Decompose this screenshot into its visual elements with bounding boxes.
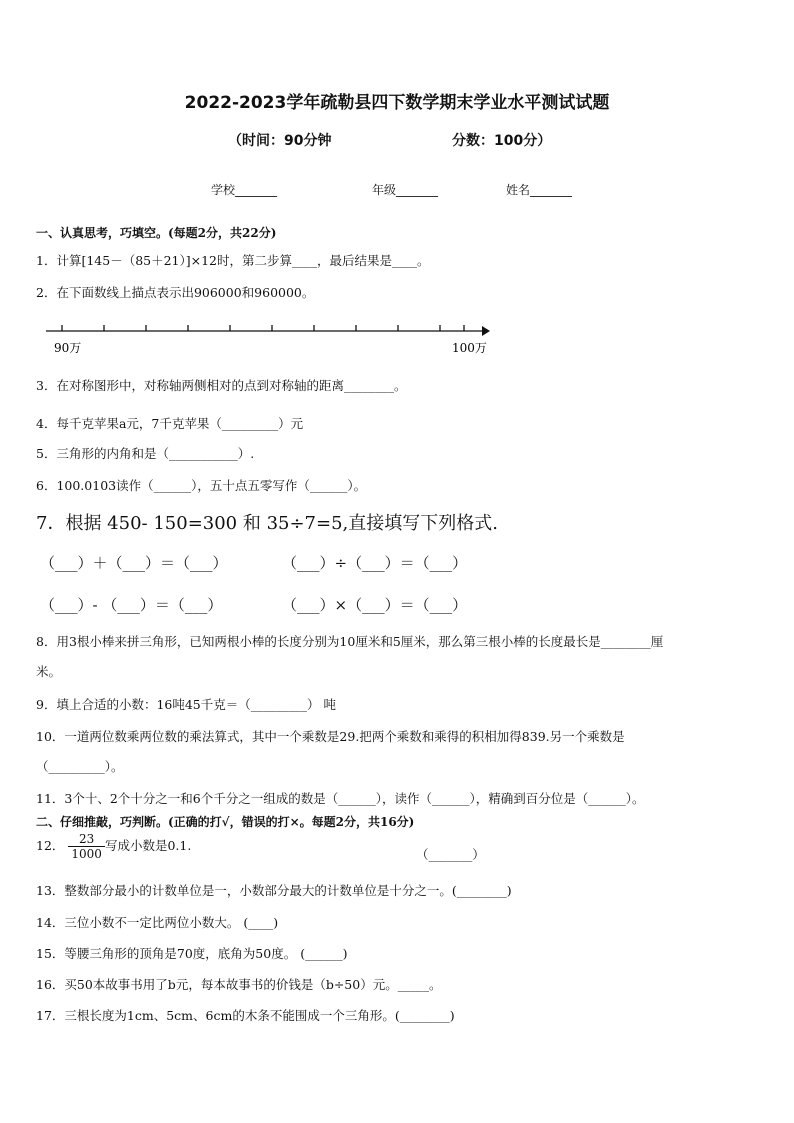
name-field: 姓名_______ xyxy=(506,183,573,197)
q12-answer-blank: （_______） xyxy=(416,847,485,862)
q12-number: 12． xyxy=(36,838,65,853)
question-15: 15．等腰三角形的顶角是70度，底角为50度。 (______) xyxy=(36,946,348,961)
numberline-end-label: 100万 xyxy=(452,341,487,355)
question-6: 6．100.0103读作（______），五十点五零写作（______）。 xyxy=(36,478,367,493)
grade-field: 年级_______ xyxy=(372,183,439,197)
question-8: 8．用3根小棒来拼三角形，已知两根小棒的长度分别为10厘米和5厘米，那么第三根小棒的长度最长是________厘 xyxy=(36,634,664,649)
school-field: 学校_______ xyxy=(211,183,278,197)
question-8-continued: 米。 xyxy=(36,664,62,679)
question-11: 11．3个十、2个十分之一和6个千分之一组成的数是（______），读作（______），精确到百分位是（______）。 xyxy=(36,791,645,806)
question-13: 13．整数部分最小的计数单位是一，小数部分最大的计数单位是十分之一。(________) xyxy=(36,883,512,898)
question-14: 14．三位小数不一定比两位小数大。 (____) xyxy=(36,915,279,930)
number-line xyxy=(44,318,504,358)
exam-score: 分数：100分） xyxy=(452,133,552,149)
question-2: 2．在下面数线上描点表示出906000和960000。 xyxy=(36,285,315,300)
fraction-numerator: 23 xyxy=(68,832,105,847)
question-16: 16．买50本故事书用了b元，每本故事书的价钱是（b÷50）元。_____。 xyxy=(36,977,442,992)
fraction-denominator: 1000 xyxy=(71,847,102,861)
question-5: 5．三角形的内角和是（___________）. xyxy=(36,446,255,461)
question-12 xyxy=(36,832,191,861)
q7-row1-right: （___）÷（___）＝（___） xyxy=(282,554,468,572)
q7-row2-right: （___）×（___）＝（___） xyxy=(282,596,468,614)
question-10: 10．一道两位数乘两位数的乘法算式，其中一个乘数是29.把两个乘数和乘得的积相加得839.另一个乘数是 xyxy=(36,729,625,744)
question-10-continued: （_________）。 xyxy=(36,759,124,774)
page-title: 2022-2023学年疏勒县四下数学期末学业水平测试试题 xyxy=(184,93,610,113)
section-2-heading: 二、仔细推敲，巧判断。(正确的打√，错误的打×。每题2分，共16分) xyxy=(36,815,415,829)
exam-time: （时间：90分钟 xyxy=(228,133,332,149)
question-17: 17．三根长度为1cm、5cm、6cm的木条不能围成一个三角形。(________) xyxy=(36,1008,455,1023)
question-7: 7．根据 450- 150=300 和 35÷7=5,直接填写下列格式. xyxy=(36,513,498,534)
fraction xyxy=(68,832,105,861)
q7-row2-left: （___）- （___）＝（___） xyxy=(40,596,223,614)
question-9: 9．填上合适的小数：16吨45千克＝（_________） 吨 xyxy=(36,697,336,712)
section-1-heading: 一、认真思考，巧填空。(每题2分，共22分) xyxy=(36,226,277,240)
q12-text: 写成小数是0.1. xyxy=(104,838,192,853)
q7-row1-left: （___）＋（___）＝（___） xyxy=(40,554,228,572)
question-3: 3．在对称图形中，对称轴两侧相对的点到对称轴的距离________。 xyxy=(36,378,407,393)
question-4: 4．每千克苹果a元，7千克苹果（_________）元 xyxy=(36,416,304,431)
question-1: 1．计算[145－（85＋21）]×12时，第二步算____，最后结果是____。 xyxy=(36,253,430,268)
numberline-start-label: 90万 xyxy=(54,341,82,355)
